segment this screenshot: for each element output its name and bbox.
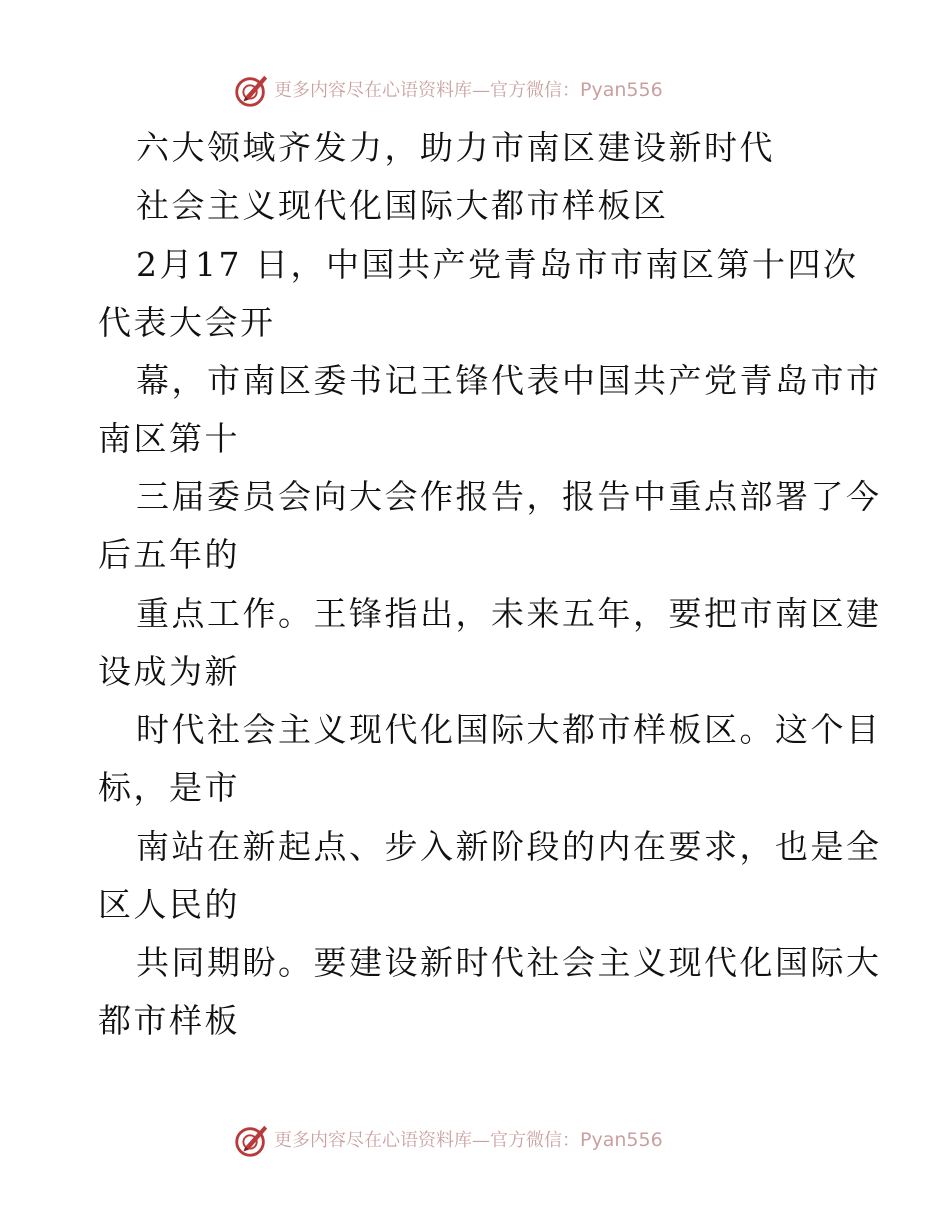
text-line: 社会主义现代化国际大都市样板区 <box>136 186 669 225</box>
text-line: 重点工作。王锋指出，未来五年，要把市南区建 <box>136 594 882 633</box>
watermark-id: Pyan556 <box>580 79 663 101</box>
watermark-text <box>274 78 663 103</box>
text-line: 标，是市 <box>98 768 240 807</box>
watermark-main: 更多内容尽在心语资料库—官方微信： <box>274 80 580 101</box>
text-line: 2月17 日，中国共产党青岛市市南区第十四次 <box>136 245 859 284</box>
text-line: 后五年的 <box>98 535 240 574</box>
text-line: 三届委员会向大会作报告，报告中重点部署了今 <box>136 477 882 516</box>
logo-icon <box>232 72 270 110</box>
watermark-text <box>274 1128 663 1153</box>
text-line: 六大领域齐发力，助力市南区建设新时代 <box>136 128 775 167</box>
footer-watermark <box>0 1120 950 1160</box>
text-line: 区人民的 <box>98 885 240 924</box>
text-line: 共同期盼。要建设新时代社会主义现代化国际大 <box>136 943 882 982</box>
watermark-main: 更多内容尽在心语资料库—官方微信： <box>274 1130 580 1151</box>
text-line: 都市样板 <box>98 1001 240 1040</box>
header-watermark <box>0 70 950 110</box>
watermark-id: Pyan556 <box>580 1129 663 1151</box>
text-line: 时代社会主义现代化国际大都市样板区。这个目 <box>136 710 882 749</box>
text-line: 幕，市南区委书记王锋代表中国共产党青岛市市 <box>136 361 882 400</box>
text-line: 南区第十 <box>98 419 240 458</box>
text-line: 代表大会开 <box>98 303 276 342</box>
text-line: 设成为新 <box>98 652 240 691</box>
text-line: 南站在新起点、步入新阶段的内在要求，也是全 <box>136 827 882 866</box>
logo-icon <box>232 1122 270 1160</box>
